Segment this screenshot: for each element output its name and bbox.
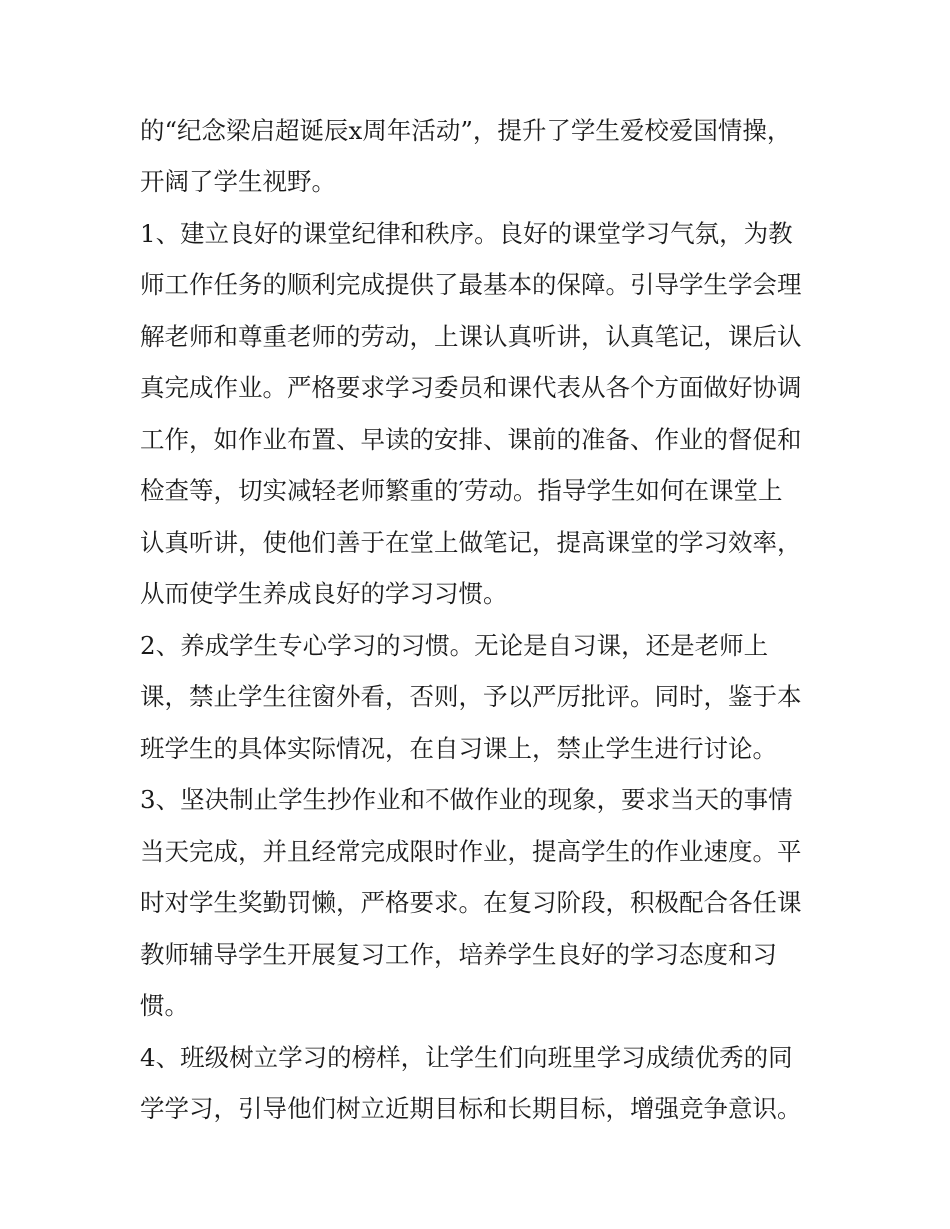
text-line-1: 的“纪念梁启超诞辰x周年活动”，提升了学生爱校爱国情操， [140, 116, 792, 145]
text-line-10: 从而使学生养成良好的学习习惯。 [140, 579, 508, 608]
text-line-5: 解老师和尊重老师的劳动，上课认真听讲，认真笔记，课后认 [140, 322, 802, 351]
text-line-19: 4、班级树立学习的榜样，让学生们向班里学习成绩优秀的同 [140, 1043, 793, 1072]
text-line-13: 班学生的具体实际情况，在自习课上，禁止学生进行讨论。 [140, 734, 777, 763]
text-line-18: 惯。 [140, 991, 189, 1020]
text-line-7: 工作，如作业布置、早读的安排、课前的准备、作业的督促和 [140, 425, 802, 454]
text-line-6: 真完成作业。严格要求学习委员和课代表从各个方面做好协调 [140, 373, 802, 402]
text-line-4: 师工作任务的顺利完成提供了最基本的保障。引导学生学会理 [140, 270, 802, 299]
text-line-15: 当天完成，并且经常完成限时作业，提高学生的作业速度。平 [140, 837, 802, 866]
text-line-16: 时对学生奖勤罚懒，严格要求。在复习阶段，积极配合各任课 [140, 888, 802, 917]
text-line-9: 认真听讲，使他们善于在堂上做笔记，提高课堂的学习效率， [140, 528, 802, 557]
text-line-20: 学学习，引导他们树立近期目标和长期目标，增强竞争意识。 [140, 1094, 802, 1123]
text-line-11: 2、养成学生专心学习的习惯。无论是自习课，还是老师上 [140, 631, 769, 660]
text-line-3: 1、建立良好的课堂纪律和秩序。良好的课堂学习气氛，为教 [140, 219, 793, 248]
text-line-8: 检查等，切实减轻老师繁重的′劳动。指导学生如何在课堂上 [140, 476, 783, 505]
text-line-2: 开阔了学生视野。 [140, 167, 336, 196]
text-line-14: 3、坚决制止学生抄作业和不做作业的现象，要求当天的事情 [140, 785, 793, 814]
text-line-17: 教师辅导学生开展复习工作，培养学生良好的学习态度和习 [140, 940, 777, 969]
text-line-12: 课，禁止学生往窗外看，否则，予以严厉批评。同时，鉴于本 [140, 682, 802, 711]
